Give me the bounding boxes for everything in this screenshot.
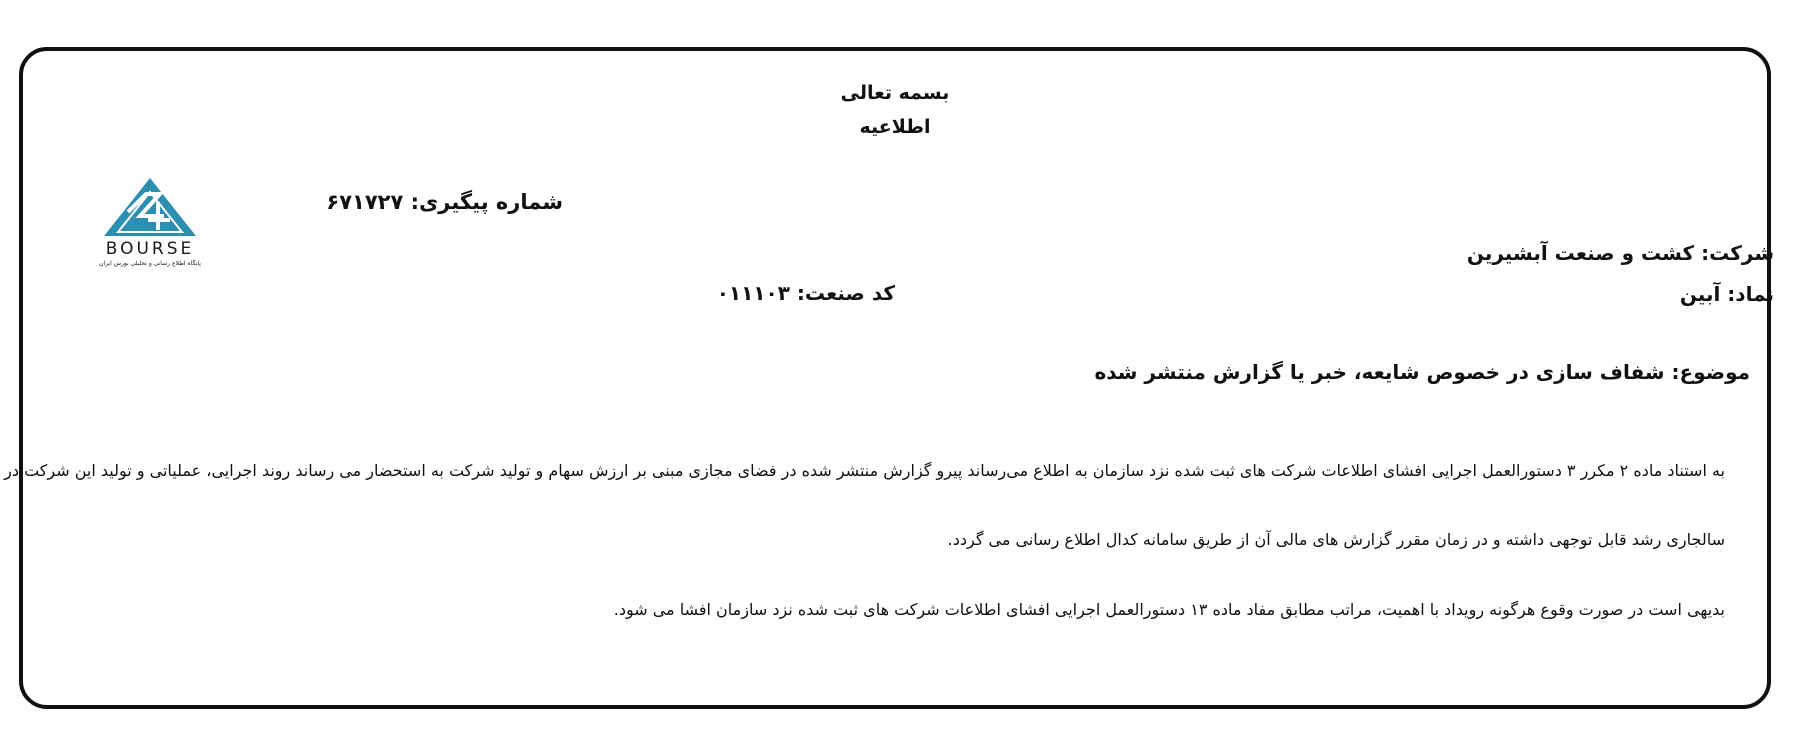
industry-code: کد صنعت: ۰۱۱۱۰۳ bbox=[716, 281, 895, 305]
ticker-symbol: نماد: آبین bbox=[1679, 282, 1774, 306]
logo-wordmark: BOURSE bbox=[105, 239, 195, 259]
body-paragraph-line-2: سالجاری رشد قابل توجهی داشته و در زمان مقرر گزارش های مالی آن از طریق سامانه کدال اطلاع رسانی می گردد. bbox=[947, 530, 1725, 549]
body-paragraph-line-3: بدیهی است در صورت وقوع هرگونه رویداد با اهمیت، مراتب مطابق مفاد ماده ۱۳ دستورالعمل اجرایی افشای اطلاعات شرکت های ثبت شده نزد سازمان افشا می شود. bbox=[613, 600, 1725, 619]
doc-heading-bismillah: بسمه تعالی bbox=[840, 82, 950, 104]
body-paragraph-line-1: به استناد ماده ۲ مکرر ۳ دستورالعمل اجرایی افشای اطلاعات شرکت های ثبت شده نزد سازمان به اطلاع می‌رساند پیرو گزارش منتشر شده در فضای مجازی مبنی بر ارزش سهام و تولید شرکت به استحضار می رساند روند اجرایی، عملیاتی و تولید این شرکت در bbox=[4, 461, 1725, 480]
company-name: شرکت: کشت و صنعت آبشیرین bbox=[1466, 241, 1774, 265]
tracking-number: شماره پیگیری: ۶۷۱۷۲۷ bbox=[326, 190, 563, 214]
doc-heading-announcement: اطلاعیه bbox=[859, 116, 931, 138]
logo-tagline: پایگاه اطلاع رسانی و تحلیلی بورس ایران bbox=[99, 260, 201, 267]
bourse-logo-graphic bbox=[88, 172, 212, 268]
bourse-logo bbox=[88, 172, 212, 268]
subject-line: موضوع: شفاف سازی در خصوص شایعه، خبر یا گزارش منتشر شده bbox=[1094, 360, 1750, 384]
